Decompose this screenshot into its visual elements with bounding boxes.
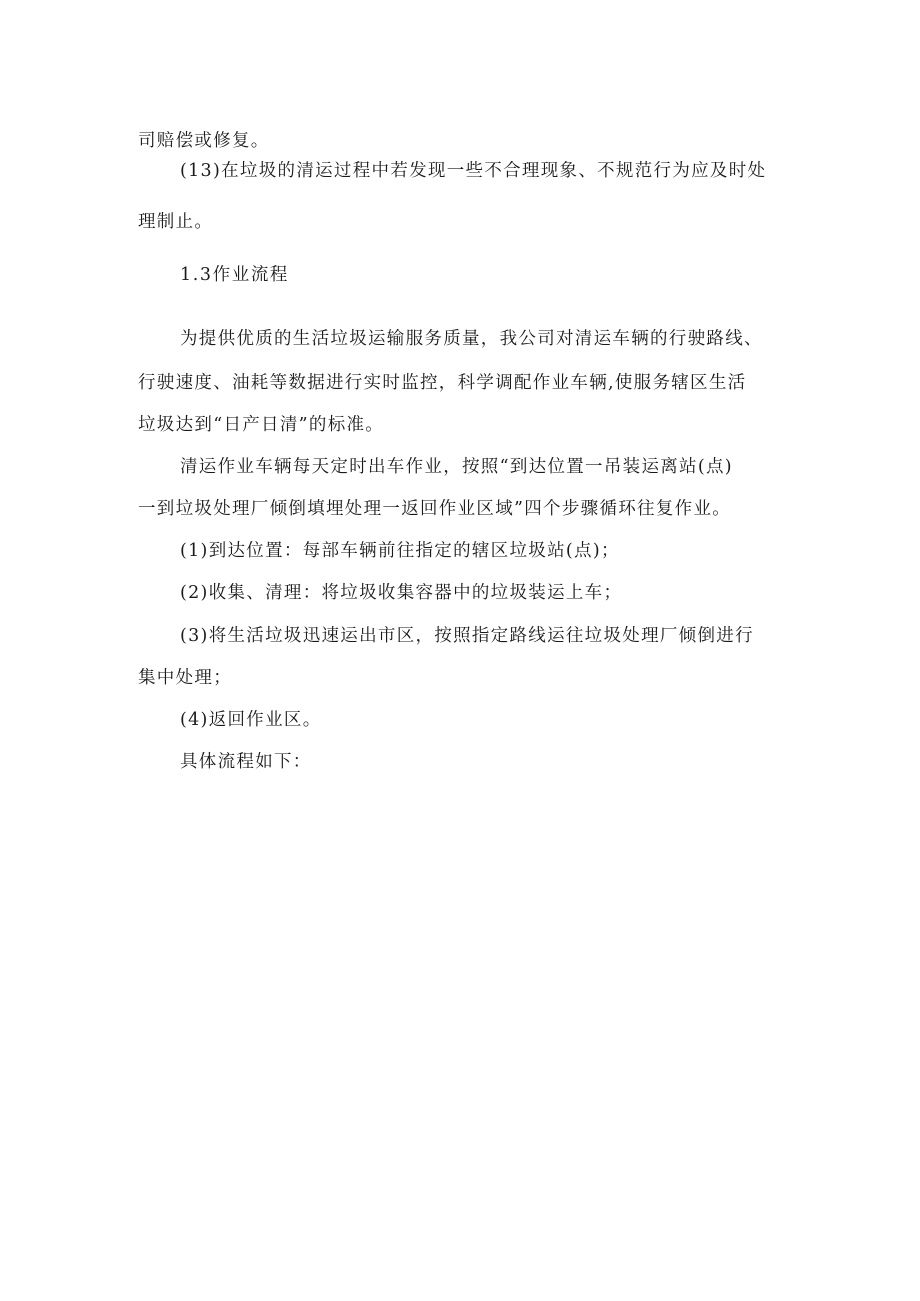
paragraph-line: 具体流程如下： xyxy=(180,752,312,772)
list-item-4: (4)返回作业区。 xyxy=(180,710,322,730)
paragraph-line: 垃圾达到“日产日清”的标准。 xyxy=(138,415,385,435)
list-item-13: (13)在垃圾的清运过程中若发现一些不合理现象、不规范行为应及时处 xyxy=(180,161,767,181)
list-item-1: (1)到达位置：每部车辆前往指定的辖区垃圾站(点)； xyxy=(180,541,620,561)
list-item-2: (2)收集、清理：将垃圾收集容器中的垃圾装运上车； xyxy=(180,583,623,603)
section-heading: 1.3作业流程 xyxy=(180,265,290,285)
paragraph-line: 为提供优质的生活垃圾运输服务质量，我公司对清运车辆的行驶路线、 xyxy=(180,329,763,349)
paragraph-line: 司赔偿或修复。 xyxy=(138,131,270,151)
paragraph-line: 集中处理； xyxy=(138,668,232,688)
paragraph-line: 一到垃圾处理厂倾倒填埋处理一返回作业区域”四个步骤循环往复作业。 xyxy=(138,499,732,519)
list-item-3: (3)将生活垃圾迅速运出市区，按照指定路线运往垃圾处理厂倾倒进行 xyxy=(180,626,754,646)
paragraph-line: 清运作业车辆每天定时出车作业，按照“到达位置一吊装运离站(点) xyxy=(180,457,733,477)
paragraph-line: 理制止。 xyxy=(138,212,214,232)
paragraph-line: 行驶速度、油耗等数据进行实时监控，科学调配作业车辆,使服务辖区生活 xyxy=(138,373,747,393)
